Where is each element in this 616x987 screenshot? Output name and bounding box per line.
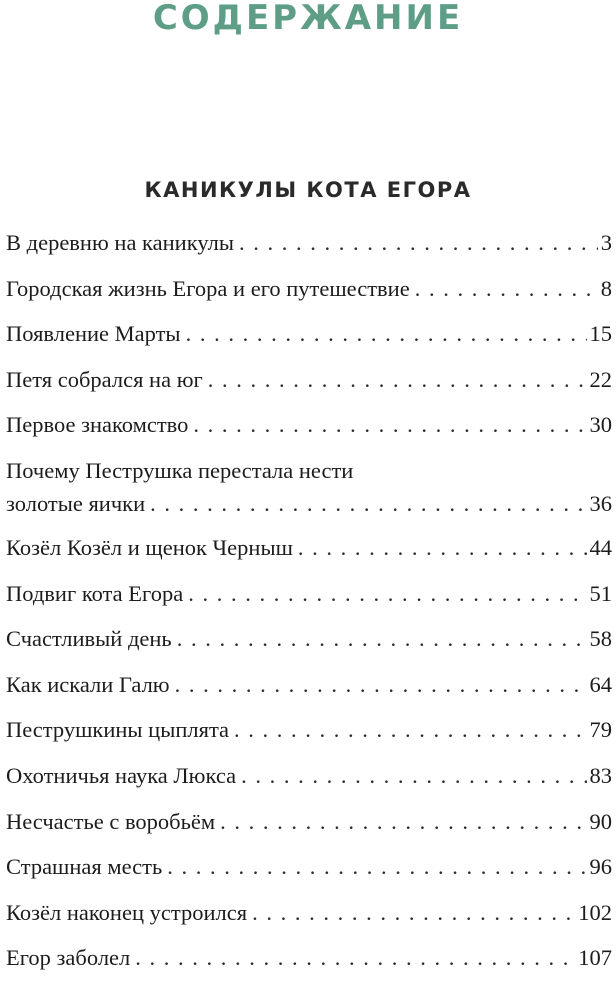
toc-entry-title: Козёл наконец устроился	[6, 899, 248, 925]
dot-leader	[193, 408, 586, 441]
dot-leader	[177, 622, 587, 655]
toc-entry-title: Счастливый день	[6, 626, 172, 652]
toc-entry-page: 15	[589, 321, 612, 347]
toc-entry-page: 79	[589, 717, 612, 743]
toc-entry[interactable]	[6, 896, 612, 942]
toc-entry-title: Егор заболел	[6, 945, 131, 971]
toc-entry-page: 51	[589, 580, 612, 606]
toc-entry[interactable]	[6, 408, 612, 454]
toc-entry-page: 8	[600, 275, 612, 301]
toc-entry[interactable]	[6, 226, 612, 272]
toc-entry-title: Первое знакомство	[6, 412, 189, 438]
toc-entry-page: 83	[589, 762, 612, 788]
dot-leader	[241, 759, 586, 792]
dot-leader	[234, 713, 586, 746]
toc-entry[interactable]	[6, 622, 612, 668]
dot-leader	[175, 668, 587, 701]
dot-leader	[298, 531, 587, 564]
toc-entry[interactable]	[6, 531, 612, 577]
toc-entry-page: 58	[589, 626, 612, 652]
dot-leader	[150, 487, 586, 520]
toc-entry-page: 107	[578, 945, 612, 971]
toc-entry-title: В деревню на каникулы	[6, 230, 234, 255]
toc-entry[interactable]	[6, 272, 612, 318]
dot-leader	[186, 317, 587, 350]
toc-entry-title: Несчастье с воробьём	[6, 808, 216, 834]
toc-entry-page: 64	[589, 671, 612, 697]
dot-leader	[220, 805, 586, 838]
section-title: КАНИКУЛЫ КОТА ЕГОРА	[144, 178, 472, 202]
toc-entry-page: 30	[589, 412, 612, 438]
toc-entry[interactable]	[6, 577, 612, 623]
toc-entry[interactable]	[6, 850, 612, 896]
toc-entry-title: Страшная месть	[6, 854, 163, 880]
toc-entry[interactable]	[6, 363, 612, 409]
table-of-contents	[6, 226, 612, 987]
toc-entry-title: Городская жизнь Егора и его путешествие	[6, 275, 410, 301]
toc-entry-title: Петя собрался на юг	[6, 366, 203, 392]
toc-entry[interactable]	[6, 805, 612, 851]
toc-entry-page: 44	[589, 534, 612, 560]
toc-entry-title: Козёл Козёл и щенок Черныш	[6, 534, 293, 560]
toc-entry[interactable]	[6, 713, 612, 759]
toc-entry-page: 3	[600, 230, 612, 255]
page-title: СОДЕРЖАНИЕ	[152, 0, 464, 38]
toc-entry-page: 36	[589, 490, 612, 516]
toc-entry-title-line1: Почему Пеструшка перестала нести	[6, 457, 354, 483]
dot-leader	[415, 272, 598, 305]
toc-entry-title-line2: золотые яички	[6, 490, 146, 516]
toc-entry-page: 102	[578, 899, 612, 925]
toc-entry[interactable]	[6, 317, 612, 363]
toc-entry-title: Пеструшкины цыплята	[6, 717, 230, 743]
dot-leader	[208, 363, 587, 396]
dot-leader	[188, 577, 586, 610]
toc-entry-page: 96	[589, 854, 612, 880]
toc-entry[interactable]	[6, 454, 612, 531]
toc-entry-title: Охотничья наука Люкса	[6, 762, 237, 788]
toc-entry[interactable]	[6, 759, 612, 805]
dot-leader	[252, 896, 575, 929]
toc-entry-page: 22	[589, 366, 612, 392]
dot-leader	[239, 226, 598, 259]
toc-entry[interactable]	[6, 941, 612, 987]
dot-leader	[135, 941, 575, 974]
toc-entry-page: 90	[589, 808, 612, 834]
toc-entry-title: Появление Марты	[6, 321, 181, 347]
toc-entry-title: Подвиг кота Егора	[6, 580, 184, 606]
dot-leader	[167, 850, 586, 883]
toc-entry[interactable]	[6, 668, 612, 714]
toc-entry-title: Как искали Галю	[6, 671, 170, 697]
